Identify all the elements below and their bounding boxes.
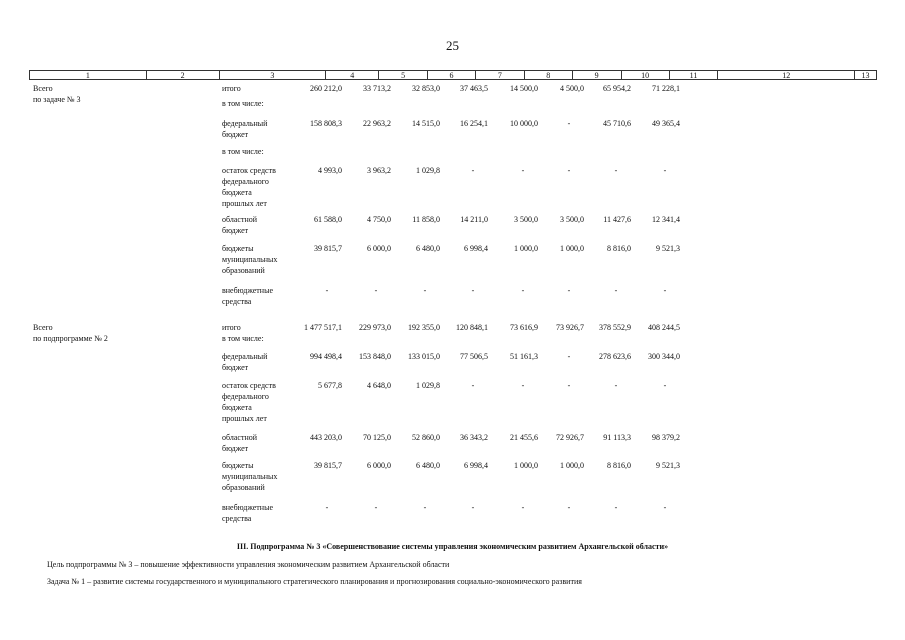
- row-label: внебюджетные: [222, 286, 273, 295]
- row-label: прошлых лет: [222, 199, 267, 208]
- row-label: федеральный: [222, 119, 268, 128]
- value-cell: -: [471, 286, 475, 295]
- value-cell: 120 848,1: [456, 323, 488, 332]
- row-label: бюджеты: [222, 461, 254, 470]
- value-cell: 158 808,3: [310, 119, 342, 128]
- value-cell: 192 355,0: [408, 323, 440, 332]
- row-label: итого: [222, 84, 241, 93]
- value-cell: 52 860,0: [412, 433, 440, 442]
- value-cell: 1 029,8: [416, 166, 440, 175]
- value-cell: 443 203,0: [310, 433, 342, 442]
- row-label: средства: [222, 297, 252, 306]
- value-cell: 49 365,4: [652, 119, 680, 128]
- row-label: в том числе:: [222, 334, 264, 343]
- value-cell: 1 477 517,1: [304, 323, 342, 332]
- value-cell: -: [567, 381, 571, 390]
- row-label: внебюджетные: [222, 503, 273, 512]
- value-cell: 65 954,2: [603, 84, 631, 93]
- header-col-7: 7: [476, 71, 525, 79]
- row-label: средства: [222, 514, 252, 523]
- value-cell: 36 343,2: [460, 433, 488, 442]
- block-label: по подпрограмме № 2: [33, 334, 108, 343]
- row-label: остаток средств: [222, 381, 276, 390]
- value-cell: 73 616,9: [510, 323, 538, 332]
- header-col-5: 5: [379, 71, 428, 79]
- value-cell: 14 515,0: [412, 119, 440, 128]
- value-cell: -: [521, 166, 525, 175]
- value-cell: 229 973,0: [359, 323, 391, 332]
- value-cell: -: [521, 381, 525, 390]
- row-label: бюджет: [222, 444, 249, 453]
- value-cell: 408 244,5: [648, 323, 680, 332]
- value-cell: -: [471, 381, 475, 390]
- value-cell: 1 000,0: [560, 244, 584, 253]
- value-cell: 39 815,7: [314, 461, 342, 470]
- value-cell: 51 161,3: [510, 352, 538, 361]
- value-cell: 14 500,0: [510, 84, 538, 93]
- subprogram-goal: Цель подпрограммы № 3 – повышение эффективности управления экономическим развитием Архангельской области: [47, 560, 450, 569]
- value-cell: 33 713,2: [363, 84, 391, 93]
- row-label: федеральный: [222, 352, 268, 361]
- row-label: муниципальных: [222, 472, 278, 481]
- subprogram-task: Задача № 1 – развитие системы государственного и муниципального стратегического планирования и прогнозирования социально-экономического развития: [47, 577, 582, 586]
- block-label: Всего: [33, 323, 53, 332]
- value-cell: 3 963,2: [367, 166, 391, 175]
- row-label: бюджеты: [222, 244, 254, 253]
- header-col-2: 2: [147, 71, 220, 79]
- value-cell: 8 816,0: [607, 244, 631, 253]
- row-label: федерального: [222, 177, 269, 186]
- value-cell: -: [374, 503, 378, 512]
- value-cell: 6 000,0: [367, 244, 391, 253]
- value-cell: 14 211,0: [460, 215, 488, 224]
- value-cell: 11 427,6: [603, 215, 631, 224]
- row-label: прошлых лет: [222, 414, 267, 423]
- value-cell: 4 500,0: [560, 84, 584, 93]
- value-cell: 1 000,0: [514, 461, 538, 470]
- value-cell: -: [567, 286, 571, 295]
- row-label: областной: [222, 433, 258, 442]
- row-label: бюджет: [222, 363, 249, 372]
- value-cell: -: [423, 503, 427, 512]
- value-cell: 12 341,4: [652, 215, 680, 224]
- row-label: бюджет: [222, 130, 249, 139]
- row-label: бюджет: [222, 226, 249, 235]
- value-cell: 8 816,0: [607, 461, 631, 470]
- header-col-3: 3: [220, 71, 327, 79]
- row-label: областной: [222, 215, 258, 224]
- row-label: образований: [222, 266, 265, 275]
- table-header-row: [29, 70, 877, 80]
- value-cell: 32 853,0: [412, 84, 440, 93]
- value-cell: 77 506,5: [460, 352, 488, 361]
- value-cell: 6 000,0: [367, 461, 391, 470]
- row-label: бюджета: [222, 403, 252, 412]
- value-cell: 1 000,0: [560, 461, 584, 470]
- value-cell: 3 500,0: [514, 215, 538, 224]
- value-cell: -: [374, 286, 378, 295]
- value-cell: -: [614, 503, 618, 512]
- header-col-8: 8: [525, 71, 573, 79]
- value-cell: 6 480,0: [416, 244, 440, 253]
- value-cell: 22 963,2: [363, 119, 391, 128]
- value-cell: -: [663, 381, 667, 390]
- page-number: 25: [446, 38, 459, 53]
- value-cell: 10 000,0: [510, 119, 538, 128]
- value-cell: 39 815,7: [314, 244, 342, 253]
- value-cell: 300 344,0: [648, 352, 680, 361]
- value-cell: 11 858,0: [412, 215, 440, 224]
- value-cell: 9 521,3: [656, 244, 680, 253]
- value-cell: -: [567, 352, 571, 361]
- header-col-13: 13: [861, 71, 870, 80]
- value-cell: 73 926,7: [556, 323, 584, 332]
- value-cell: -: [325, 286, 329, 295]
- value-cell: -: [567, 503, 571, 512]
- value-cell: 61 588,0: [314, 215, 342, 224]
- value-cell: 994 498,4: [310, 352, 342, 361]
- value-cell: -: [663, 286, 667, 295]
- value-cell: -: [325, 503, 329, 512]
- row-label: образований: [222, 483, 265, 492]
- value-cell: -: [614, 166, 618, 175]
- header-col-11: 11: [670, 71, 719, 79]
- value-cell: 5 677,8: [318, 381, 342, 390]
- value-cell: -: [567, 119, 571, 128]
- value-cell: 91 113,3: [603, 433, 631, 442]
- value-cell: 71 228,1: [652, 84, 680, 93]
- block-label: Всего: [33, 84, 53, 93]
- value-cell: -: [471, 166, 475, 175]
- row-label: остаток средств: [222, 166, 276, 175]
- block-label: по задаче № 3: [33, 95, 81, 104]
- value-cell: 3 500,0: [560, 215, 584, 224]
- value-cell: -: [521, 503, 525, 512]
- value-cell: 70 125,0: [363, 433, 391, 442]
- header-col-12: 12: [718, 71, 855, 79]
- value-cell: 1 029,8: [416, 381, 440, 390]
- value-cell: 153 848,0: [359, 352, 391, 361]
- row-label: бюджета: [222, 188, 252, 197]
- section-title: III. Подпрограмма № 3 «Совершенствование системы управления экономическим развитием Архангельской области»: [236, 542, 669, 551]
- value-cell: -: [614, 286, 618, 295]
- value-cell: 9 521,3: [656, 461, 680, 470]
- header-col-4: 4: [326, 71, 379, 79]
- value-cell: -: [663, 503, 667, 512]
- value-cell: 6 998,4: [464, 244, 488, 253]
- row-label: в том числе:: [222, 147, 264, 156]
- value-cell: 6 998,4: [464, 461, 488, 470]
- row-label: федерального: [222, 392, 269, 401]
- header-col-9: 9: [573, 71, 622, 79]
- header-col-1: 1: [30, 71, 147, 79]
- value-cell: 4 648,0: [367, 381, 391, 390]
- value-cell: -: [471, 503, 475, 512]
- row-label: в том числе:: [222, 99, 264, 108]
- value-cell: -: [567, 166, 571, 175]
- value-cell: 16 254,1: [460, 119, 488, 128]
- value-cell: 4 993,0: [318, 166, 342, 175]
- value-cell: 6 480,0: [416, 461, 440, 470]
- value-cell: 133 015,0: [408, 352, 440, 361]
- value-cell: -: [521, 286, 525, 295]
- value-cell: 98 379,2: [652, 433, 680, 442]
- value-cell: 72 926,7: [556, 433, 584, 442]
- value-cell: -: [663, 166, 667, 175]
- row-label: итого: [222, 323, 241, 332]
- value-cell: 378 552,9: [599, 323, 631, 332]
- value-cell: 45 710,6: [603, 119, 631, 128]
- value-cell: 278 623,6: [599, 352, 631, 361]
- value-cell: 21 455,6: [510, 433, 538, 442]
- value-cell: 260 212,0: [310, 84, 342, 93]
- value-cell: 4 750,0: [367, 215, 391, 224]
- value-cell: -: [614, 381, 618, 390]
- value-cell: 37 463,5: [460, 84, 488, 93]
- value-cell: -: [423, 286, 427, 295]
- header-col-6: 6: [428, 71, 476, 79]
- header-col-10: 10: [622, 71, 670, 79]
- value-cell: 1 000,0: [514, 244, 538, 253]
- row-label: муниципальных: [222, 255, 278, 264]
